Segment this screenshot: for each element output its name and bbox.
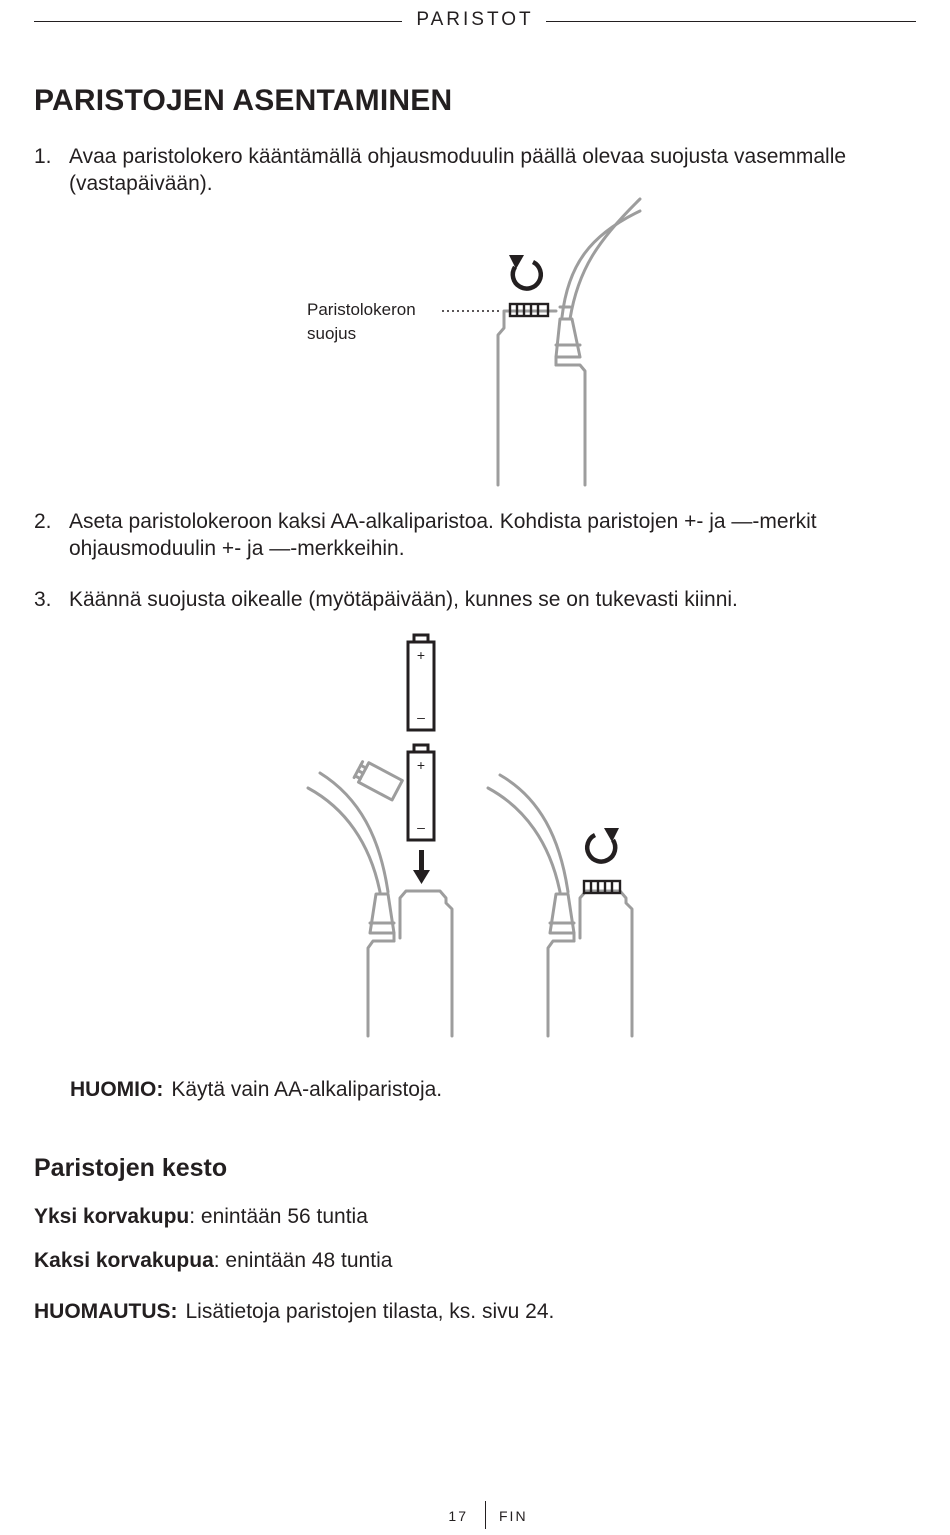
step-text: Aseta paristolokeroon kaksi AA-alkaliparistoa. Kohdista paristojen +- ja —-merkit ohjausmoduulin +- ja —-merkkeihin.: [69, 510, 817, 560]
page-footer: [0, 1501, 950, 1529]
cable: [488, 788, 560, 892]
section-heading-battery-life: Paristojen kesto: [34, 1154, 228, 1182]
step-text: Avaa paristolokero kääntämällä ohjausmoduulin päällä olevaa suojusta vasemmalle (vastapäivään).: [69, 145, 847, 195]
note-label: HUOMIO:: [70, 1078, 164, 1101]
section-title: PARISTOT: [416, 9, 534, 30]
minus-sign: –: [417, 819, 425, 835]
cable: [308, 788, 380, 892]
stat-value: : enintään 48 tuntia: [213, 1249, 393, 1272]
rotate-right-icon: [587, 828, 619, 862]
cable: [500, 775, 568, 892]
battery-life-two-earcups: [34, 1249, 392, 1273]
step-3: [34, 586, 924, 613]
step-number: 2.: [34, 510, 52, 533]
page-title: PARISTOJEN ASENTAMINEN: [34, 84, 453, 117]
plus-sign: +: [416, 757, 426, 773]
minus-sign: –: [417, 709, 425, 725]
cover-removed: [353, 760, 402, 800]
note-info: [34, 1300, 554, 1324]
strain-relief: [550, 894, 574, 933]
module-body: [548, 941, 574, 1036]
step-number: 3.: [34, 588, 52, 611]
footer-separator: [485, 1501, 486, 1529]
step-2: [34, 508, 924, 562]
step-text: Käännä suojusta oikealle (myötäpäivään), kunnes se on tukevasti kiinni.: [69, 588, 738, 611]
callout-line-2: suojus: [307, 324, 357, 343]
rotate-left-icon: [509, 255, 541, 289]
notice-text: Lisätietoja paristojen tilasta, ks. sivu 24.: [185, 1300, 555, 1323]
battery-life-one-earcup: [34, 1205, 368, 1229]
note-text: Käytä vain AA-alkaliparistoja.: [171, 1078, 443, 1101]
step-number: 1.: [34, 145, 52, 168]
stat-label: Kaksi korvakupua: [34, 1249, 214, 1272]
step-1: [34, 143, 924, 197]
language-code: FIN: [499, 1508, 528, 1524]
page-number: 17: [448, 1508, 468, 1524]
stat-label: Yksi korvakupu: [34, 1205, 190, 1228]
module-body: [368, 941, 394, 1036]
strain-relief: [556, 319, 580, 357]
notice-label: HUOMAUTUS:: [34, 1300, 178, 1323]
arrow-down-icon: [413, 850, 430, 884]
figure-open-battery-cover: [430, 195, 660, 490]
plus-sign: +: [416, 647, 426, 663]
strain-relief: [370, 894, 394, 933]
note-caution: [70, 1078, 442, 1102]
module-body: [498, 311, 556, 485]
header-rule-right: [546, 21, 916, 22]
stat-value: : enintään 56 tuntia: [189, 1205, 368, 1228]
figure1-callout: [307, 298, 416, 346]
figure-insert-batteries: [300, 628, 645, 1043]
callout-line-1: Paristolokeron: [307, 300, 416, 319]
